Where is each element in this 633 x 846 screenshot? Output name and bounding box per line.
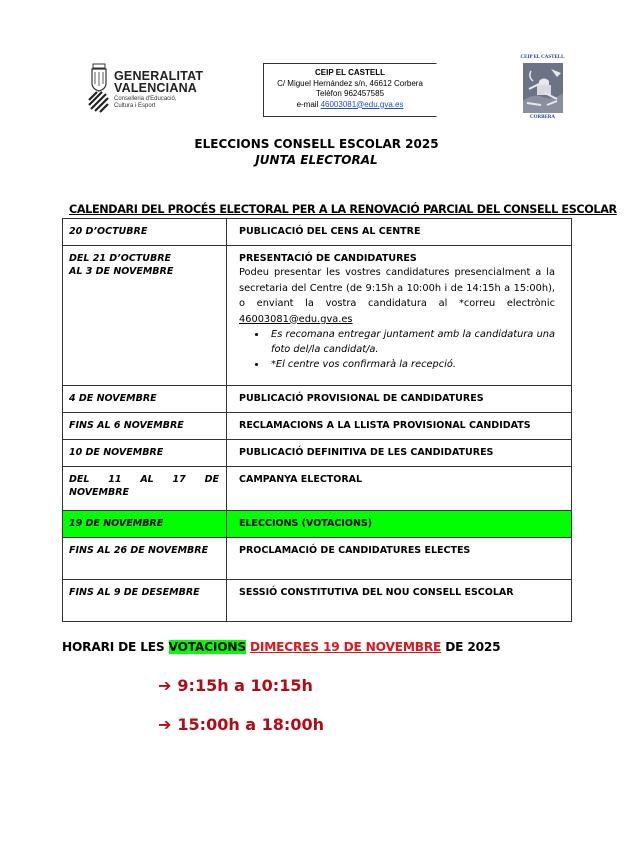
row-date: FINS AL 6 NOVEMBRE xyxy=(63,413,227,440)
voting-slot-afternoon xyxy=(158,715,324,734)
row-date: 4 DE NOVEMBRE xyxy=(63,386,227,413)
voting-date: DIMECRES 19 DE NOVEMBRE xyxy=(250,640,442,654)
table-row xyxy=(63,467,572,511)
row-event: ELECCIONS (VOTACIONS) xyxy=(227,511,572,538)
voting-schedule-heading xyxy=(62,640,500,654)
gva-name xyxy=(114,70,203,94)
voting-highlight: VOTACIONS xyxy=(168,640,246,654)
row-date: DEL 11 AL 17 DE NOVEMBRE xyxy=(63,467,227,511)
candidature-email-link[interactable]: 46003081@edu.gva.es xyxy=(239,313,353,325)
page-subtitle: JUNTA ELECTORAL xyxy=(255,153,378,167)
castle-icon xyxy=(523,63,563,113)
calendar-section-title: CALENDARI DEL PROCÉS ELECTORAL PER A LA RENOVACIÓ PARCIAL DEL CONSELL ESCOLAR xyxy=(69,203,617,216)
gva-sub1: Conselleria d'Educació, xyxy=(114,96,177,102)
gva-line2: VALENCIANA xyxy=(114,81,198,95)
notes-list xyxy=(239,327,555,372)
row-date: FINS AL 9 DE DESEMBRE xyxy=(63,580,227,622)
gva-line1: GENERALITAT xyxy=(114,69,204,83)
school-phone: Telèfon 962457585 xyxy=(315,89,385,98)
row-event: CAMPANYA ELECTORAL xyxy=(227,467,572,511)
row-event: RECLAMACIONS A LA LLISTA PROVISIONAL CANDIDATS xyxy=(227,413,572,440)
row-event: PUBLICACIÓ PROVISIONAL DE CANDIDATURES xyxy=(227,386,572,413)
gva-emblem-icon xyxy=(88,62,110,114)
row-event: PUBLICACIÓ DEFINITIVA DE LES CANDIDATURES xyxy=(227,440,572,467)
table-row xyxy=(63,219,572,246)
row-event: PUBLICACIÓ DEL CENS AL CENTRE xyxy=(227,219,572,246)
row-date: 10 DE NOVEMBRE xyxy=(63,440,227,467)
table-row xyxy=(63,440,572,467)
voting-slot-morning xyxy=(158,676,313,695)
gva-sub2: Cultura i Esport xyxy=(114,103,156,109)
school-contact-box xyxy=(263,63,437,117)
description-text: Podeu presentar les vostres candidatures presencialment a la secretaria del Centre (de 9:15h a 10:00h i de 14:15h a 15:00h), o enviant la vostra candidatura al *correu electrònic xyxy=(239,267,555,309)
school-email-link[interactable]: 46003081@edu.gva.es xyxy=(320,99,404,109)
gva-conselleria xyxy=(114,96,177,110)
email-label: e-mail xyxy=(296,99,319,109)
event-description xyxy=(239,265,555,327)
voting-suffix: DE 2025 xyxy=(441,640,501,654)
school-email-line xyxy=(264,100,436,111)
arrow-right-icon: ➔ xyxy=(158,715,172,734)
electoral-calendar-table xyxy=(62,218,572,622)
row-event xyxy=(227,246,572,386)
document-titles xyxy=(0,136,633,168)
slot-text: 9:15h a 10:15h xyxy=(177,676,313,695)
row-event: SESSIÓ CONSTITUTIVA DEL NOU CONSELL ESCOLAR xyxy=(227,580,572,622)
row-date: FINS AL 26 DE NOVEMBRE xyxy=(63,538,227,580)
generalitat-valenciana-logo xyxy=(88,62,204,114)
row-date: 20 D’OCTUBRE xyxy=(63,219,227,246)
school-name: CEIP EL CASTELL xyxy=(315,68,385,77)
table-row-highlighted xyxy=(63,511,572,538)
slot-text: 15:00h a 18:00h xyxy=(177,715,324,734)
voting-prefix: HORARI DE LES xyxy=(62,640,169,654)
school-address: C/ Miguel Hernández s/n, 46612 Corbera xyxy=(277,78,423,88)
row-event: PROCLAMACIÓ DE CANDIDATURES ELECTES xyxy=(227,538,572,580)
table-row xyxy=(63,413,572,440)
event-title: PRESENTACIÓ DE CANDIDATURES xyxy=(239,253,417,264)
table-row xyxy=(63,538,572,580)
school-logo xyxy=(520,55,565,125)
note-item: • *El centre vos confirmarà la recepció. xyxy=(267,357,555,372)
table-row xyxy=(63,246,572,386)
note-item: • Es recomana entregar juntament amb la candidatura una foto del/la candidat/a. xyxy=(267,327,555,357)
school-logo-top-text: CEIP EL CASTELL xyxy=(520,55,565,60)
page-title: ELECCIONS CONSELL ESCOLAR 2025 xyxy=(194,137,439,151)
date-line-1: DEL 21 D’OCTUBRE xyxy=(69,253,172,264)
row-date: 19 DE NOVEMBRE xyxy=(63,511,227,538)
table-row xyxy=(63,386,572,413)
school-logo-bottom-text: CORBERA xyxy=(529,115,555,120)
date-line-2: AL 3 DE NOVEMBRE xyxy=(69,266,174,277)
table-row xyxy=(63,580,572,622)
arrow-right-icon: ➔ xyxy=(158,676,172,695)
row-date xyxy=(63,246,227,386)
